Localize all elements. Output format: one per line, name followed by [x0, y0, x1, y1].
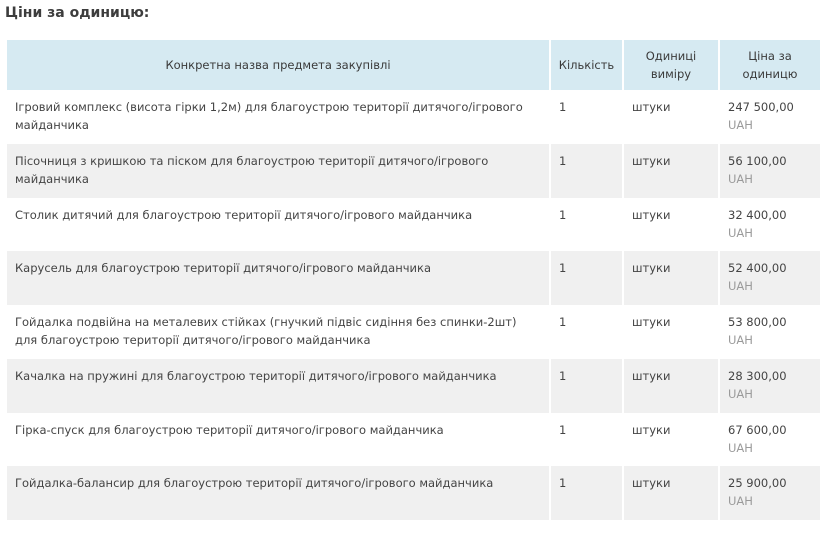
price-amount: 52 400,00: [728, 261, 787, 275]
cell-unit-price: [719, 413, 820, 466]
price-currency: UAH: [728, 226, 753, 240]
price-amount: 56 100,00: [728, 154, 787, 168]
price-amount: 53 800,00: [728, 315, 787, 329]
cell-unit: штуки: [623, 305, 719, 359]
cell-item-name: Столик дитячий для благоустрою території дитячого/ігрового майданчика: [7, 198, 550, 251]
price-amount: 25 900,00: [728, 476, 787, 490]
table-row: [7, 466, 820, 520]
price-currency: UAH: [728, 279, 753, 293]
price-amount: 67 600,00: [728, 423, 787, 437]
table-row: [7, 359, 820, 413]
cell-unit-price: [719, 359, 820, 413]
header-unit-price: Ціна за одиницю: [719, 40, 820, 90]
price-currency: UAH: [728, 387, 753, 401]
price-amount: 32 400,00: [728, 208, 787, 222]
cell-unit: штуки: [623, 198, 719, 251]
cell-unit-price: [719, 305, 820, 359]
cell-unit-price: [719, 251, 820, 305]
price-currency: UAH: [728, 494, 753, 508]
cell-quantity: 1: [550, 305, 623, 359]
cell-unit-price: [719, 90, 820, 144]
cell-item-name: Гойдалка подвійна на металевих стійках (гнучкий підвіс сидіння без спинки-2шт) для благоустрою території дитячого/ігрового майданчика: [7, 305, 550, 359]
section-title: Ціни за одиницю:: [5, 5, 150, 21]
table-row: [7, 90, 820, 144]
cell-item-name: Гірка-спуск для благоустрою території дитячого/ігрового майданчика: [7, 413, 550, 466]
cell-item-name: Карусель для благоустрою території дитячого/ігрового майданчика: [7, 251, 550, 305]
table-row: [7, 305, 820, 359]
cell-quantity: 1: [550, 466, 623, 520]
cell-unit: штуки: [623, 251, 719, 305]
table-header-row: [7, 40, 820, 90]
unit-prices-table: [7, 40, 820, 520]
cell-item-name: Ігровий комплекс (висота гірки 1,2м) для благоустрою території дитячого/ігрового майданчика: [7, 90, 550, 144]
price-currency: UAH: [728, 118, 753, 132]
cell-quantity: 1: [550, 198, 623, 251]
cell-unit-price: [719, 466, 820, 520]
header-quantity: Кількість: [550, 40, 623, 90]
cell-unit-price: [719, 198, 820, 251]
cell-unit-price: [719, 144, 820, 198]
header-item-name: Конкретна назва предмета закупівлі: [7, 40, 550, 90]
cell-item-name: Качалка на пружині для благоустрою території дитячого/ігрового майданчика: [7, 359, 550, 413]
cell-quantity: 1: [550, 144, 623, 198]
price-currency: UAH: [728, 333, 753, 347]
table-row: [7, 144, 820, 198]
price-amount: 247 500,00: [728, 100, 794, 114]
cell-item-name: Гойдалка-балансир для благоустрою території дитячого/ігрового майданчика: [7, 466, 550, 520]
header-unit: Одиниці виміру: [623, 40, 719, 90]
table-row: [7, 251, 820, 305]
cell-quantity: 1: [550, 359, 623, 413]
cell-unit: штуки: [623, 90, 719, 144]
cell-item-name: Пісочниця з кришкою та піском для благоустрою території дитячого/ігрового майданчика: [7, 144, 550, 198]
cell-unit: штуки: [623, 359, 719, 413]
cell-unit: штуки: [623, 413, 719, 466]
cell-unit: штуки: [623, 466, 719, 520]
price-amount: 28 300,00: [728, 369, 787, 383]
table-row: [7, 413, 820, 466]
cell-unit: штуки: [623, 144, 719, 198]
price-currency: UAH: [728, 441, 753, 455]
table-row: [7, 198, 820, 251]
cell-quantity: 1: [550, 251, 623, 305]
cell-quantity: 1: [550, 413, 623, 466]
price-currency: UAH: [728, 172, 753, 186]
cell-quantity: 1: [550, 90, 623, 144]
